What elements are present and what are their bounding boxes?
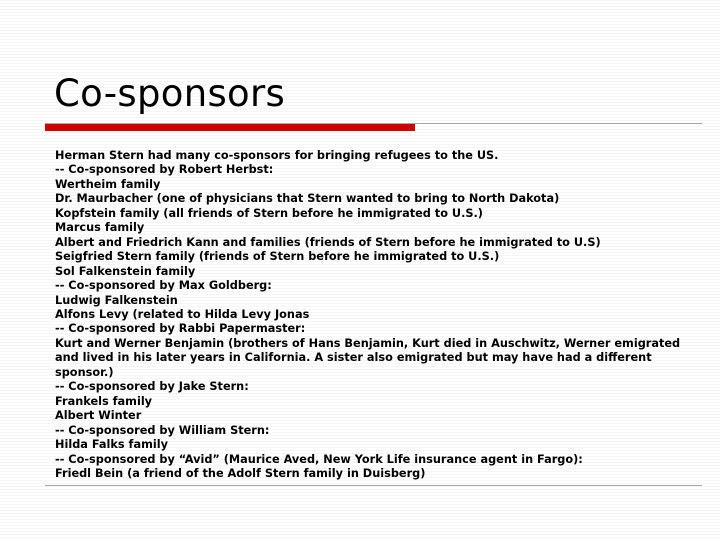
body-line: Friedl Bein (a friend of the Adolf Stern family in Duisberg) bbox=[55, 466, 426, 480]
body-line: Alfons Levy (related to Hilda Levy Jonas bbox=[55, 307, 310, 321]
body-line: Frankels family bbox=[55, 394, 153, 408]
slide-body bbox=[55, 149, 705, 481]
body-line: -- Co-sponsored by Robert Herbst: bbox=[55, 163, 274, 177]
body-line: Seigfried Stern family (friends of Stern before he immigrated to U.S.) bbox=[55, 250, 500, 264]
body-line: Herman Stern had many co-sponsors for bringing refugees to the US. bbox=[55, 149, 499, 162]
body-line: Dr. Maurbacher (one of physicians that Stern wanted to bring to North Dakota) bbox=[55, 192, 560, 206]
body-line: Sol Falkenstein family bbox=[55, 264, 196, 278]
bottom-divider bbox=[45, 485, 702, 486]
title-divider-red bbox=[45, 124, 415, 131]
body-line: Marcus family bbox=[55, 221, 145, 235]
body-line: Hilda Falks family bbox=[55, 438, 168, 452]
body-line: Kurt and Werner Benjamin (brothers of Hans Benjamin, Kurt died in Auschwitz, Werner emigrated and lived in his later years in California. A sister also emigrated but may have had a different sponsor.) bbox=[55, 336, 681, 379]
body-line: Kopfstein family (all friends of Stern before he immigrated to U.S.) bbox=[55, 206, 483, 220]
body-line: -- Co-sponsored by Jake Stern: bbox=[55, 380, 249, 394]
body-line: Ludwig Falkenstein bbox=[55, 293, 178, 307]
body-line: -- Co-sponsored by William Stern: bbox=[55, 423, 270, 437]
body-line: -- Co-sponsored by Max Goldberg: bbox=[55, 279, 272, 293]
body-line: Albert and Friedrich Kann and families (friends of Stern before he immigrated to U.S) bbox=[55, 235, 601, 249]
body-line: -- Co-sponsored by Rabbi Papermaster: bbox=[55, 322, 306, 336]
body-line: Albert Winter bbox=[55, 409, 142, 423]
slide-title: Co-sponsors bbox=[54, 72, 286, 115]
body-line: Wertheim family bbox=[55, 177, 161, 191]
body-line: -- Co-sponsored by “Avid” (Maurice Aved, New York Life insurance agent in Fargo): bbox=[55, 452, 583, 466]
